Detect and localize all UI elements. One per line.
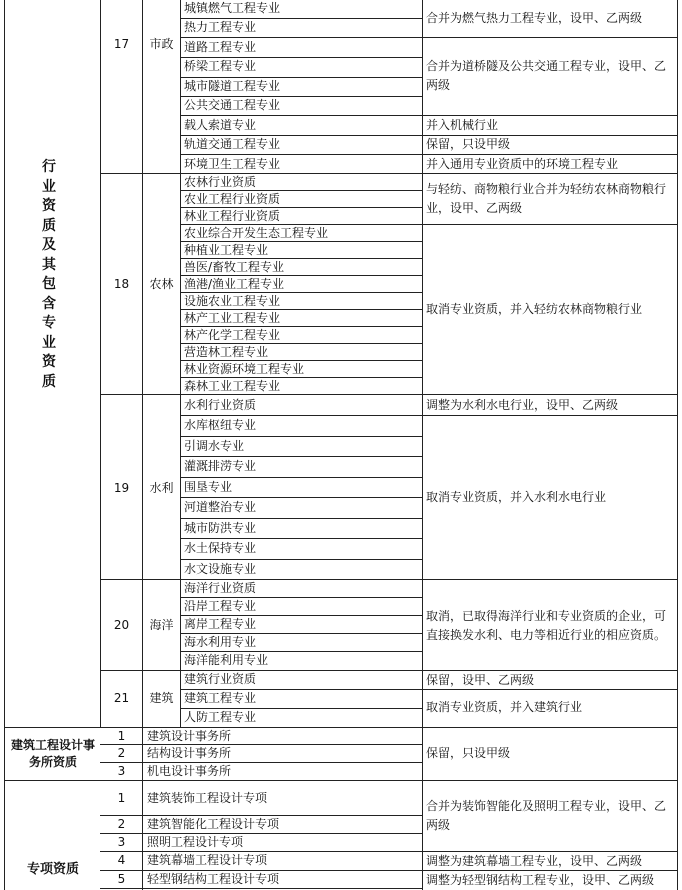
item: 城市防洪专业 <box>184 521 257 535</box>
item: 道路工程专业 <box>184 40 257 54</box>
special-row-name: 建筑装饰工程设计专项 <box>147 791 268 805</box>
item: 灌溉排涝专业 <box>184 459 257 473</box>
item: 农业工程行业资质 <box>184 192 281 206</box>
special-row-number: 4 <box>117 853 126 867</box>
special-row-number: 2 <box>117 817 126 831</box>
border-col-num <box>142 0 143 890</box>
item: 林产工业工程专业 <box>184 311 281 325</box>
note-line <box>422 154 678 155</box>
office-row-number: 1 <box>117 729 126 743</box>
item-line <box>180 538 422 539</box>
special-row-name: 建筑智能化工程设计专项 <box>147 817 280 831</box>
item: 围垦专业 <box>184 480 233 494</box>
special-row-name: 照明工程设计专项 <box>147 835 244 849</box>
item: 种植业工程专业 <box>184 243 269 257</box>
item: 营造林工程专业 <box>184 345 269 359</box>
sep-section-2 <box>4 780 678 781</box>
note: 调整为水利水电行业，设甲、乙两级 <box>426 398 619 412</box>
border-col-note <box>422 0 423 890</box>
item: 林业资源环境工程专业 <box>184 362 305 376</box>
item-line <box>180 477 422 478</box>
item-line <box>180 115 422 116</box>
item: 河道整治专业 <box>184 500 257 514</box>
item: 离岸工程专业 <box>184 617 257 631</box>
item-line <box>180 154 422 155</box>
group-18-name: 农林 <box>149 277 174 291</box>
note: 并入通用专业资质中的环境工程专业 <box>426 157 619 171</box>
note-line <box>422 689 678 690</box>
group-19-name: 水利 <box>149 481 174 495</box>
item: 桥梁工程专业 <box>184 59 257 73</box>
item: 森林工业工程专业 <box>184 379 281 393</box>
section-industry-label: 行业资质及其包含专业资质 <box>42 159 56 390</box>
note: 取消，已取得海洋行业和专业资质的企业，可直接换发水利、电力等相近行业的相应资质。 <box>426 609 667 642</box>
item: 热力工程专业 <box>184 20 257 34</box>
section-design-office-label: 建筑工程设计事务所资质 <box>10 738 95 769</box>
item: 海水利用专业 <box>184 635 257 649</box>
note: 保留，只设甲级 <box>426 137 511 151</box>
item: 林业工程行业资质 <box>184 209 281 223</box>
item: 轨道交通工程专业 <box>184 137 281 151</box>
group-18-number: 18 <box>113 277 130 291</box>
note: 并入机械行业 <box>426 118 499 132</box>
item: 水库枢纽专业 <box>184 418 257 432</box>
item: 林产化学工程专业 <box>184 328 281 342</box>
item: 水利行业资质 <box>184 398 257 412</box>
office-row-name: 建筑设计事务所 <box>147 729 232 743</box>
item-line <box>180 37 422 38</box>
item: 沿岸工程专业 <box>184 599 257 613</box>
office-row-number: 2 <box>117 746 126 760</box>
group-17-name: 市政 <box>149 37 174 51</box>
note: 取消专业资质，并入轻纺农林商物粮行业 <box>426 302 643 316</box>
border-col-name <box>180 0 181 727</box>
office-row-number: 3 <box>117 764 126 778</box>
note-line <box>422 115 678 116</box>
item: 公共交通工程专业 <box>184 98 281 112</box>
note: 调整为轻型钢结构工程专业，设甲、乙两级 <box>426 873 655 887</box>
note: 合并为燃气热力工程专业，设甲、乙两级 <box>426 11 643 25</box>
note-line <box>422 415 678 416</box>
note: 保留，只设甲级 <box>426 746 511 760</box>
item: 建筑工程专业 <box>184 691 257 705</box>
border-right <box>677 0 678 890</box>
note: 调整为建筑幕墙工程专业，设甲、乙两级 <box>426 854 643 868</box>
note: 取消专业资质，并入建筑行业 <box>426 700 583 714</box>
note-line <box>422 851 678 852</box>
item: 载人索道专业 <box>184 118 257 132</box>
special-row-number: 1 <box>117 791 126 805</box>
office-row-name: 机电设计事务所 <box>147 764 232 778</box>
item: 城市隧道工程专业 <box>184 79 281 93</box>
group-19-number: 19 <box>113 481 130 495</box>
item: 环境卫生工程专业 <box>184 157 281 171</box>
item-line <box>180 456 422 457</box>
special-row-line <box>100 888 422 889</box>
special-row-number: 3 <box>117 835 126 849</box>
item-line <box>180 559 422 560</box>
group-17-number: 17 <box>113 37 130 51</box>
group-20-number: 20 <box>113 618 130 632</box>
note: 合并为装饰智能化及照明工程专业，设甲、乙两级 <box>426 799 667 832</box>
item: 建筑行业资质 <box>184 672 257 686</box>
item: 水土保持专业 <box>184 541 257 555</box>
section-special-label: 专项资质 <box>26 862 79 877</box>
item: 人防工程专业 <box>184 710 257 724</box>
note: 合并为道桥隧及公共交通工程专业，设甲、乙两级 <box>426 59 667 92</box>
item: 农业综合开发生态工程专业 <box>184 226 329 240</box>
border-left <box>4 0 5 890</box>
group-21-number: 21 <box>113 691 130 705</box>
item-line <box>180 415 422 416</box>
special-row-name: 轻型钢结构工程设计专项 <box>147 872 280 886</box>
item-line <box>180 436 422 437</box>
office-row-name: 结构设计事务所 <box>147 746 232 760</box>
group-21-name: 建筑 <box>149 691 174 705</box>
note: 与轻纺、商物粮行业合并为轻纺农林商物粮行业，设甲、乙两级 <box>426 182 667 215</box>
note-line <box>422 37 678 38</box>
item: 农林行业资质 <box>184 175 257 189</box>
item: 城镇燃气工程专业 <box>184 1 281 15</box>
note-line <box>422 870 678 871</box>
note: 取消专业资质，并入水利水电行业 <box>426 490 607 504</box>
item: 兽医/畜牧工程专业 <box>184 260 285 274</box>
item: 引调水专业 <box>184 439 245 453</box>
special-row-name: 建筑幕墙工程设计专项 <box>147 853 268 867</box>
item: 海洋能利用专业 <box>184 653 269 667</box>
note: 保留，设甲、乙两级 <box>426 673 535 687</box>
item: 设施农业工程专业 <box>184 294 281 308</box>
special-row-number: 5 <box>117 872 126 886</box>
item: 水文设施专业 <box>184 562 257 576</box>
item-line <box>180 518 422 519</box>
group-20-name: 海洋 <box>149 618 174 632</box>
note-line <box>422 224 678 225</box>
item: 渔港/渔业工程专业 <box>184 277 285 291</box>
item: 海洋行业资质 <box>184 581 257 595</box>
item-line <box>180 497 422 498</box>
